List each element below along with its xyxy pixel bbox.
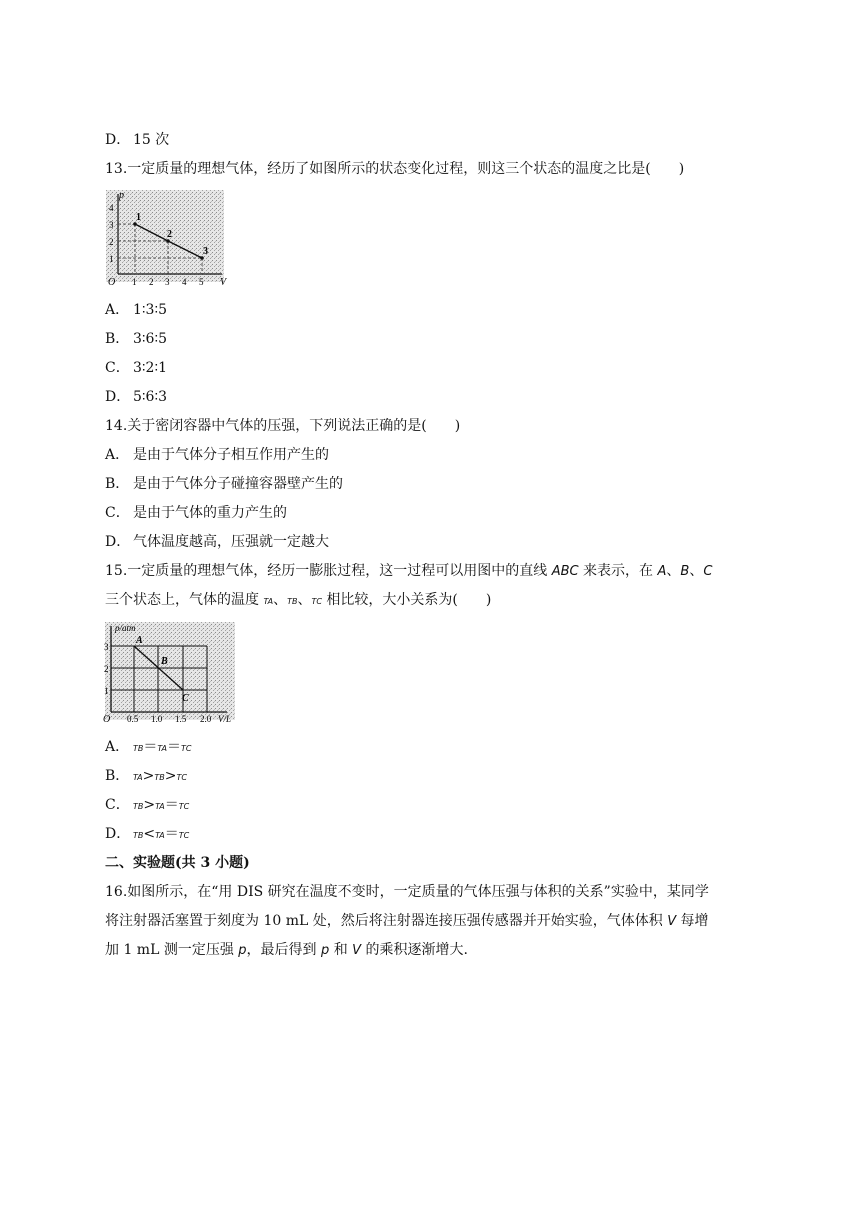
q15-y-tick: 3	[104, 642, 109, 652]
q13-option-d[interactable]: D． 5∶6∶3	[105, 389, 168, 405]
q15-origin: O	[103, 714, 111, 725]
q16-line3: 加 1 mL 测一定压强 p，最后得到 p 和 V 的乘积逐渐增大.	[105, 942, 468, 958]
q16-line1: 16.如图所示，在“用 DIS 研究在温度不变时，一定质量的气体压强与体积的关系”实验中，某同学	[105, 884, 709, 900]
q13-y-tick: 2	[109, 237, 114, 247]
q13-x-tick: 3	[165, 277, 170, 287]
q16-line2: 将注射器活塞置于刻度为 10 mL 处，然后将注射器连接压强传感器并开始实验，气体体积 V 每增	[105, 913, 709, 929]
q13-y-tick: 4	[109, 203, 114, 213]
q14-option-c[interactable]: C． 是由于气体的重力产生的	[105, 505, 287, 521]
q15-x-tick: 0.5	[127, 714, 139, 724]
q14-option-a[interactable]: A． 是由于气体分子相互作用产生的	[105, 447, 329, 463]
q15-point-label: A	[136, 635, 143, 646]
section-title: 二、实验题(共 3 小题)	[105, 855, 250, 871]
q13-origin: O	[108, 277, 116, 288]
q15-option-c[interactable]: C． TB>TA＝TC	[105, 797, 190, 813]
q15-option-b[interactable]: B． TA>TB>TC	[105, 768, 187, 784]
q15-x-tick: 1.5	[175, 714, 187, 724]
q13-option-a[interactable]: A． 1∶3∶5	[105, 302, 168, 318]
q14-option-b[interactable]: B． 是由于气体分子碰撞容器壁产生的	[105, 476, 343, 492]
q13-point-label: 3	[203, 246, 208, 257]
q13-y-axis-label: p	[119, 190, 124, 201]
q15-y-tick: 1	[104, 686, 109, 696]
q13-x-tick: 1	[132, 277, 137, 287]
q14-option-d[interactable]: D． 气体温度越高，压强就一定越大	[105, 534, 329, 550]
q15-option-a[interactable]: A． TB＝TA＝TC	[105, 739, 192, 755]
q15-stem-line1: 15.一定质量的理想气体，经历一膨胀过程，这一过程可以用图中的直线 ABC 来表示，在 A、B、C	[105, 563, 713, 579]
q15-y-tick: 2	[104, 664, 109, 674]
q13-stem: 13.一定质量的理想气体，经历了如图所示的状态变化过程，则这三个状态的温度之比是( )	[105, 161, 685, 177]
option-d-prev: D． 15 次	[105, 132, 170, 148]
q13-option-b[interactable]: B． 3∶6∶5	[105, 331, 168, 347]
q15-stem-line2: 三个状态上，气体的温度 TA、TB、TC 相比较，大小关系为( )	[105, 592, 492, 608]
q13-point-label: 1	[136, 212, 141, 223]
q15-option-d[interactable]: D． TB<TA＝TC	[105, 826, 190, 842]
q13-point-label: 2	[167, 229, 172, 240]
q13-option-c[interactable]: C． 3∶2∶1	[105, 360, 168, 376]
q13-y-tick: 1	[109, 254, 114, 264]
q13-x-axis-label: V	[220, 277, 227, 288]
q13-x-tick: 2	[149, 277, 154, 287]
q13-x-tick: 5	[199, 277, 204, 287]
q15-pv-graph	[103, 620, 238, 726]
q14-stem: 14.关于密闭容器中气体的压强，下列说法正确的是( )	[105, 418, 461, 434]
q15-point-label: C	[182, 693, 189, 704]
q13-pv-graph	[104, 188, 229, 290]
q13-y-tick: 3	[109, 220, 114, 230]
q15-y-axis-label: p/atm	[115, 623, 136, 633]
q15-x-axis-label: V/L	[218, 714, 232, 724]
q13-x-tick: 4	[182, 277, 187, 287]
q15-point-label: B	[161, 656, 168, 667]
q15-x-tick: 1.0	[151, 714, 163, 724]
q15-x-tick: 2.0	[200, 714, 212, 724]
